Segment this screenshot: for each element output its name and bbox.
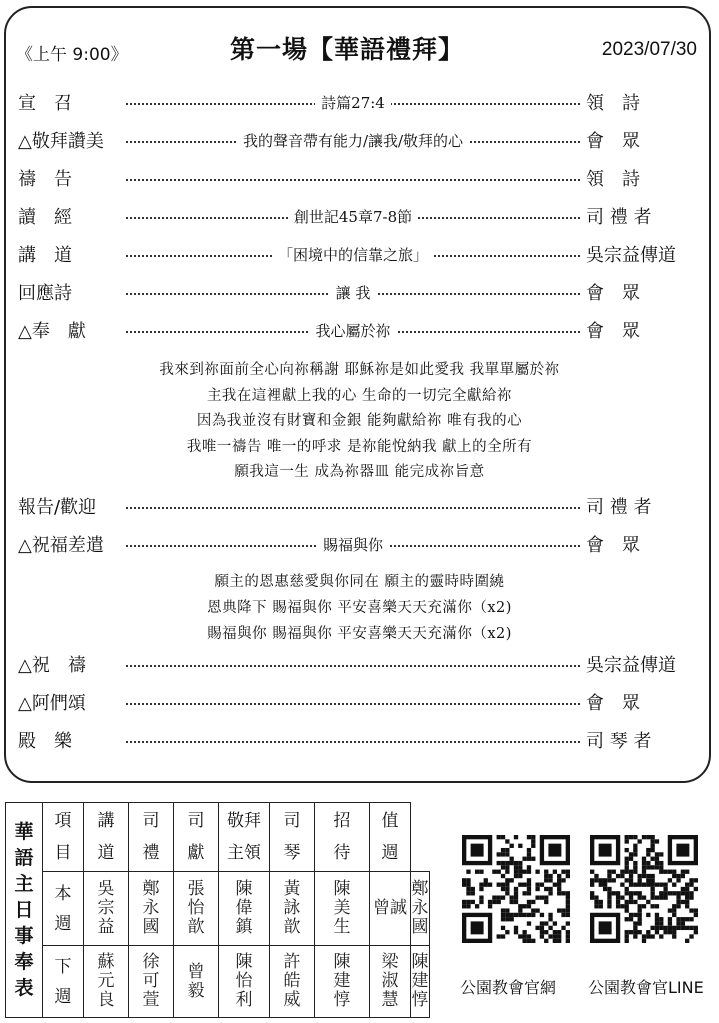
duty-name: 許皓威 bbox=[283, 952, 301, 1010]
order-row bbox=[18, 240, 700, 268]
order-leader-dots bbox=[126, 240, 580, 268]
order-leader-dots bbox=[126, 688, 580, 716]
duty-name-cell bbox=[129, 946, 174, 1018]
duty-name: 陳美生 bbox=[333, 879, 351, 937]
order-leader-dots bbox=[126, 88, 580, 116]
lyric-line: 願我這一生 成為祢器皿 能完成祢旨意 bbox=[234, 464, 485, 480]
duty-column-header: 敬拜主領 bbox=[227, 811, 261, 863]
order-content: 我的聲音帶有能力/讓我/敬拜的心 bbox=[237, 130, 469, 151]
duty-column-header: 司獻 bbox=[187, 811, 205, 863]
order-leader-dots bbox=[126, 530, 580, 558]
order-row bbox=[18, 650, 700, 678]
order-row bbox=[18, 278, 700, 306]
order-content: 創世記45章7-8節 bbox=[288, 206, 418, 227]
order-row bbox=[18, 202, 700, 230]
duty-name-cell bbox=[174, 872, 219, 946]
order-leader-dots bbox=[126, 492, 580, 520]
order-content: 「困境中的信靠之旅」 bbox=[272, 244, 434, 265]
order-row bbox=[18, 492, 700, 520]
order-label: △奉 獻 bbox=[18, 321, 86, 342]
duty-column-header: 司琴 bbox=[283, 811, 301, 863]
duty-name-cell bbox=[174, 946, 219, 1018]
duty-name-cell bbox=[270, 946, 315, 1018]
order-label: 回應詩 bbox=[18, 283, 72, 304]
duty-name: 鄭永國 bbox=[142, 879, 160, 937]
order-person: 司 禮 者 bbox=[586, 207, 652, 228]
order-leader-dots bbox=[126, 650, 580, 678]
duty-column-header: 司禮 bbox=[142, 811, 160, 863]
order-row bbox=[18, 126, 700, 154]
order-row bbox=[18, 316, 700, 344]
duty-table bbox=[5, 802, 430, 1018]
duty-week-label-text: 本週 bbox=[54, 883, 72, 934]
duty-column-header: 項目 bbox=[54, 811, 72, 863]
order-label: △敬拜讚美 bbox=[18, 131, 104, 152]
order-person: 會 眾 bbox=[586, 693, 640, 714]
duty-column-header: 招待 bbox=[333, 811, 351, 863]
order-content: 讓 我 bbox=[330, 282, 377, 303]
duty-name: 張怡歆 bbox=[187, 879, 205, 937]
order-row bbox=[18, 726, 700, 754]
order-row bbox=[18, 88, 700, 116]
duty-header-cell bbox=[84, 803, 129, 872]
duty-name: 陳怡利 bbox=[235, 952, 253, 1010]
duty-name-cell bbox=[84, 946, 129, 1018]
duty-name: 蘇元良 bbox=[97, 952, 115, 1010]
order-leader-dots bbox=[126, 316, 580, 344]
duty-name-cell bbox=[129, 872, 174, 946]
duty-header-cell bbox=[219, 803, 270, 872]
duty-name-cell bbox=[84, 872, 129, 946]
lyric-line: 賜福與你 賜福與你 平安喜樂天天充滿你（x2) bbox=[207, 626, 512, 642]
order-person: 領 詩 bbox=[586, 169, 640, 190]
qr-caption-line: 公園教會官LINE bbox=[588, 978, 704, 997]
order-person: 會 眾 bbox=[586, 535, 640, 556]
duty-header-cell bbox=[129, 803, 174, 872]
order-label: 禱 告 bbox=[18, 169, 72, 190]
duty-week-label bbox=[43, 946, 84, 1018]
order-content: 詩篇27:4 bbox=[315, 92, 391, 113]
duty-name: 陳建惇 bbox=[333, 952, 351, 1010]
duty-name: 徐可萱 bbox=[142, 952, 160, 1010]
order-leader-dots bbox=[126, 726, 580, 754]
duty-name: 陳建惇 bbox=[411, 952, 429, 1010]
order-label: 講 道 bbox=[18, 245, 72, 266]
duty-name: 梁淑慧 bbox=[381, 952, 399, 1010]
duty-name-cell bbox=[315, 872, 370, 946]
order-label: 宣 召 bbox=[18, 93, 72, 114]
duty-header-cell bbox=[370, 803, 411, 872]
duty-name-cell bbox=[219, 872, 270, 946]
lyric-line: 我唯一禱告 唯一的呼求 是祢能悅納我 獻上的全所有 bbox=[186, 438, 533, 455]
order-label: △祝福差遣 bbox=[18, 535, 104, 556]
duty-column-header: 值週 bbox=[381, 811, 399, 863]
duty-week-label bbox=[43, 872, 84, 946]
order-label: 殿 樂 bbox=[18, 731, 72, 752]
duty-name-cell bbox=[315, 946, 370, 1018]
lyric-line: 因為我並沒有財寶和金銀 能夠獻給祢 唯有我的心 bbox=[196, 413, 523, 429]
order-label: △祝 禱 bbox=[18, 655, 86, 676]
duty-header-cell bbox=[43, 803, 84, 872]
qr-caption-website: 公園教會官網 bbox=[460, 978, 557, 997]
duty-name: 曾誠 bbox=[373, 898, 407, 918]
duty-name: 鄭永國 bbox=[411, 879, 429, 937]
order-leader-dots bbox=[126, 164, 580, 192]
duty-table-title bbox=[6, 803, 43, 1018]
order-person: 吳宗益傳道 bbox=[586, 245, 676, 266]
order-person: 吳宗益傳道 bbox=[586, 655, 676, 676]
order-label: △阿們頌 bbox=[18, 693, 86, 714]
order-content: 賜福與你 bbox=[317, 534, 389, 555]
duty-name-cell bbox=[411, 872, 430, 946]
duty-name-cell bbox=[270, 872, 315, 946]
order-leader-dots bbox=[126, 202, 580, 230]
duty-header-cell bbox=[174, 803, 219, 872]
duty-column-header: 講道 bbox=[97, 811, 115, 863]
order-person: 會 眾 bbox=[586, 131, 640, 152]
duty-title-text: 華語主日事奉表 bbox=[14, 821, 34, 999]
duty-name: 吳宗益 bbox=[97, 879, 115, 937]
order-label: 讀 經 bbox=[18, 207, 72, 228]
order-leader-dots bbox=[126, 126, 580, 154]
duty-week-label-text: 下週 bbox=[54, 956, 72, 1007]
order-person: 司 琴 者 bbox=[586, 731, 652, 752]
service-date: 2023/07/30 bbox=[601, 39, 697, 60]
qr-code-icon[interactable] bbox=[462, 835, 570, 943]
order-row bbox=[18, 688, 700, 716]
duty-name-cell bbox=[411, 946, 430, 1018]
order-person: 領 詩 bbox=[586, 93, 640, 114]
duty-name-cell bbox=[370, 872, 411, 946]
order-row bbox=[18, 530, 700, 558]
lyric-line: 主我在這裡獻上我的心 生命的一切完全獻給祢 bbox=[206, 387, 513, 404]
order-person: 會 眾 bbox=[586, 321, 640, 342]
order-person: 司 禮 者 bbox=[586, 497, 652, 518]
order-row bbox=[18, 164, 700, 192]
qr-code-icon[interactable] bbox=[590, 835, 698, 943]
duty-name: 黃詠歆 bbox=[283, 879, 301, 937]
order-label: 報告/歡迎 bbox=[18, 497, 97, 518]
order-person: 會 眾 bbox=[586, 283, 640, 304]
order-content: 我心屬於祢 bbox=[309, 320, 396, 341]
service-time: 《上午 9:00》 bbox=[16, 45, 128, 65]
duty-name: 陳偉鎮 bbox=[235, 879, 253, 937]
duty-header-cell bbox=[270, 803, 315, 872]
lyric-line: 恩典降下 賜福與你 平安喜樂天天充滿你（x2) bbox=[207, 600, 512, 616]
duty-name: 曾毅 bbox=[187, 961, 205, 1001]
lyric-line: 願主的恩惠慈愛與你同在 願主的靈時時圍繞 bbox=[214, 574, 505, 590]
duty-header-cell bbox=[315, 803, 370, 872]
lyric-line: 我來到祢面前全心向祢稱謝 耶穌祢是如此愛我 我單單屬於祢 bbox=[159, 362, 560, 378]
duty-name-cell bbox=[370, 946, 411, 1018]
page-title: 第一場【華語禮拜】 bbox=[230, 35, 465, 64]
order-leader-dots bbox=[126, 278, 580, 306]
duty-name-cell bbox=[219, 946, 270, 1018]
